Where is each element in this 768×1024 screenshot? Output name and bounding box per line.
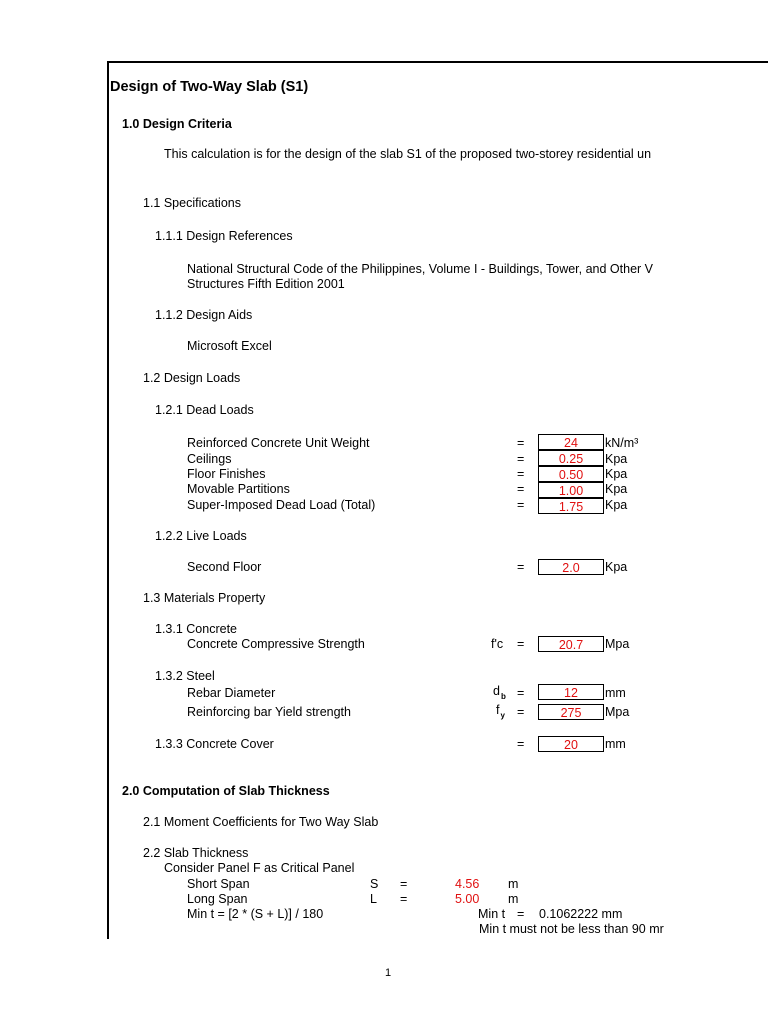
equals-sign: = (517, 436, 525, 450)
yield-strength-value-cell: 275 (538, 704, 604, 720)
dead-load-value-cell: 0.50 (538, 466, 604, 482)
specifications-heading: 1.1 Specifications (143, 196, 241, 210)
live-loads-heading: 1.2.2 Live Loads (155, 529, 247, 543)
concrete-strength-value-cell: 20.7 (538, 636, 604, 652)
unit-label: Kpa (605, 560, 628, 574)
dead-load-label: Reinforced Concrete Unit Weight (187, 436, 370, 450)
intro-text: This calculation is for the design of the slab S1 of the proposed two-storey residential un (164, 147, 652, 161)
live-load-value-cell: 2.0 (538, 559, 604, 575)
page-frame-left-border (107, 61, 109, 939)
equals-sign: = (517, 705, 525, 719)
dead-load-value-cell: 1.75 (538, 498, 604, 514)
long-span-label: Long Span (187, 892, 248, 906)
rebar-diameter-value-cell: 12 (538, 684, 604, 700)
dead-load-label: Super-Imposed Dead Load (Total) (187, 498, 376, 512)
dead-load-label: Movable Partitions (187, 482, 290, 496)
unit-label: mm (605, 686, 626, 700)
long-span-value: 5.00 (455, 892, 480, 906)
unit-label: Kpa (605, 452, 628, 466)
unit-label: Mpa (605, 705, 630, 719)
min-thickness-formula: Min t = [2 * (S + L)] / 180 (187, 907, 324, 921)
equals-sign: = (517, 737, 525, 751)
unit-label: Kpa (605, 482, 628, 496)
section-2-heading: 2.0 Computation of Slab Thickness (122, 784, 330, 798)
equals-sign: = (517, 560, 525, 574)
materials-heading: 1.3 Materials Property (143, 591, 266, 605)
unit-label: Kpa (605, 498, 628, 512)
unit-label: mm (605, 737, 626, 751)
min-thickness-label: Min t (478, 907, 506, 921)
moment-coefficients-heading: 2.1 Moment Coefficients for Two Way Slab (143, 815, 379, 829)
page-number: 1 (385, 967, 392, 979)
design-aids-heading: 1.1.2 Design Aids (155, 308, 253, 322)
dead-load-value-cell: 24 (538, 434, 604, 450)
steel-heading: 1.3.2 Steel (155, 669, 215, 683)
unit-label: m (508, 892, 519, 906)
page-frame-top-border (107, 61, 768, 63)
equals-sign: = (517, 637, 525, 651)
concrete-heading: 1.3.1 Concrete (155, 622, 237, 636)
min-thickness-note: Min t must not be less than 90 mr (479, 922, 664, 936)
design-reference-line-2: Structures Fifth Edition 2001 (187, 277, 345, 291)
equals-sign: = (517, 686, 525, 700)
equals-sign: = (517, 452, 525, 466)
symbol-db: $d_b$ (493, 684, 506, 701)
unit-label: kN/m³ (605, 436, 639, 450)
symbol-l: L (370, 892, 377, 906)
symbol-fc: f'c (491, 637, 504, 651)
symbol-fy: $f_y$ (496, 703, 505, 720)
equals-sign: = (400, 892, 408, 906)
short-span-label: Short Span (187, 877, 250, 891)
yield-strength-label: Reinforcing bar Yield strength (187, 705, 351, 719)
concrete-cover-label: 1.3.3 Concrete Cover (155, 737, 274, 751)
dead-load-label: Ceilings (187, 452, 232, 466)
dead-loads-heading: 1.2.1 Dead Loads (155, 403, 254, 417)
concrete-cover-value-cell: 20 (538, 736, 604, 752)
equals-sign: = (517, 907, 525, 921)
section-1-heading: 1.0 Design Criteria (122, 117, 232, 131)
design-loads-heading: 1.2 Design Loads (143, 371, 241, 385)
live-load-label: Second Floor (187, 560, 262, 574)
slab-thickness-heading: 2.2 Slab Thickness (143, 846, 249, 860)
unit-label: Mpa (605, 637, 630, 651)
min-thickness-value: 0.1062222 mm (539, 907, 623, 921)
equals-sign: = (517, 482, 525, 496)
symbol-s: S (370, 877, 379, 891)
concrete-strength-label: Concrete Compressive Strength (187, 637, 365, 651)
dead-load-value-cell: 1.00 (538, 482, 604, 498)
design-references-heading: 1.1.1 Design References (155, 229, 293, 243)
short-span-value: 4.56 (455, 877, 480, 891)
critical-panel-text: Consider Panel F as Critical Panel (164, 861, 355, 875)
unit-label: Kpa (605, 467, 628, 481)
equals-sign: = (517, 498, 525, 512)
design-reference-line-1: National Structural Code of the Philippines, Volume I - Buildings, Tower, and Other V (187, 262, 653, 276)
design-aids-value: Microsoft Excel (187, 339, 272, 353)
equals-sign: = (517, 467, 525, 481)
document-title: Design of Two-Way Slab (S1) (110, 79, 309, 95)
rebar-diameter-label: Rebar Diameter (187, 686, 276, 700)
equals-sign: = (400, 877, 408, 891)
unit-label: m (508, 877, 519, 891)
dead-load-value-cell: 0.25 (538, 450, 604, 466)
dead-load-label: Floor Finishes (187, 467, 266, 481)
